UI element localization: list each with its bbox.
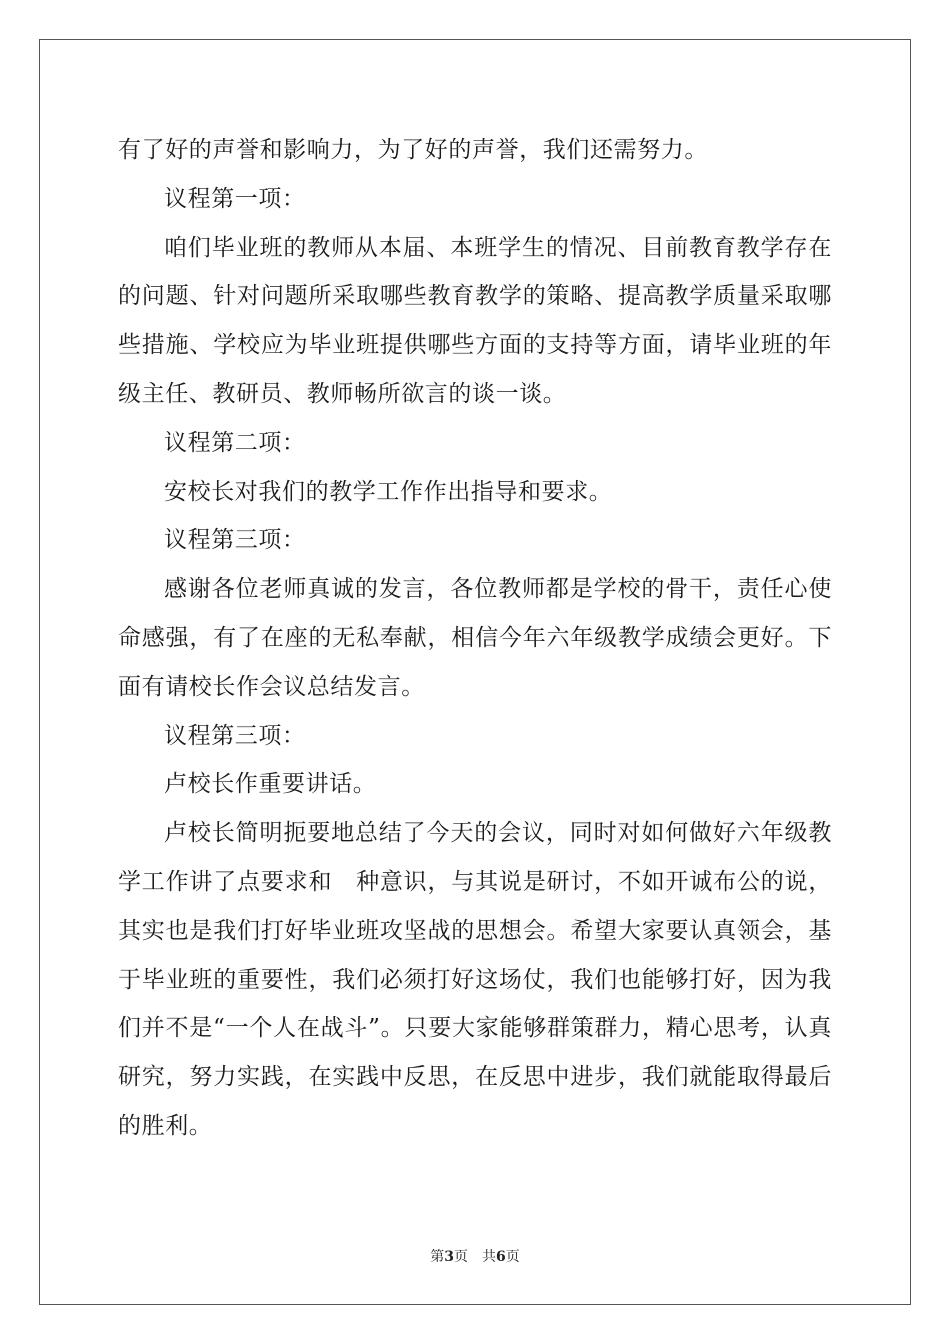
total-pages: 6 bbox=[496, 1249, 506, 1265]
page-suffix: 页 bbox=[454, 1249, 468, 1265]
paragraph-6: 卢校长简明扼要地总结了今天的会议，同时对如何做好六年级教学工作讲了点要求和 种意识，与其说是研讨，不如开诚布公的说，其实也是我们打好毕业班攻坚战的思想会。希望大家要认真领会，基于毕业班的重要性，我们必须打好这场仗，我们也能够打好，因为我们并不是“一个人在战斗”。只要大家能够群策群力，精心思考，认真研究，努力实践，在实践中反思，在反思中进步，我们就能取得最后的胜利。 bbox=[118, 820, 832, 1139]
document-body bbox=[118, 126, 832, 1151]
paragraph-4: 感谢各位老师真诚的发言，各位教师都是学校的骨干，责任心使命感强，有了在座的无私奉献，相信今年六年级教学成绩会更好。下面有请校长作会议总结发言。 bbox=[118, 576, 832, 700]
agenda-heading-3: 议程第三项： bbox=[164, 527, 306, 554]
paragraph-3: 安校长对我们的教学工作作出指导和要求。 bbox=[164, 478, 613, 505]
paragraph-5: 卢校长作重要讲话。 bbox=[164, 771, 377, 798]
page-footer bbox=[0, 1246, 950, 1266]
paragraph-1: 有了好的声誉和影响力，为了好的声誉，我们还需努力。 bbox=[118, 137, 708, 163]
paragraph-2: 咱们毕业班的教师从本届、本班学生的情况、目前教育教学存在的问题、针对问题所采取哪些教育教学的策略、提高教学质量采取哪些措施、学校应为毕业班提供哪些方面的支持等方面，请毕业班的年级主任、教研员、教师畅所欲言的谈一谈。 bbox=[118, 234, 832, 407]
page-number: 3 bbox=[444, 1249, 454, 1265]
agenda-heading-4: 议程第三项： bbox=[164, 722, 306, 749]
page-prefix: 第 bbox=[430, 1249, 445, 1265]
total-prefix: 共 bbox=[482, 1249, 496, 1265]
agenda-heading-2: 议程第二项： bbox=[164, 429, 306, 456]
agenda-heading-1: 议程第一项： bbox=[164, 185, 306, 212]
total-suffix: 页 bbox=[505, 1249, 520, 1265]
